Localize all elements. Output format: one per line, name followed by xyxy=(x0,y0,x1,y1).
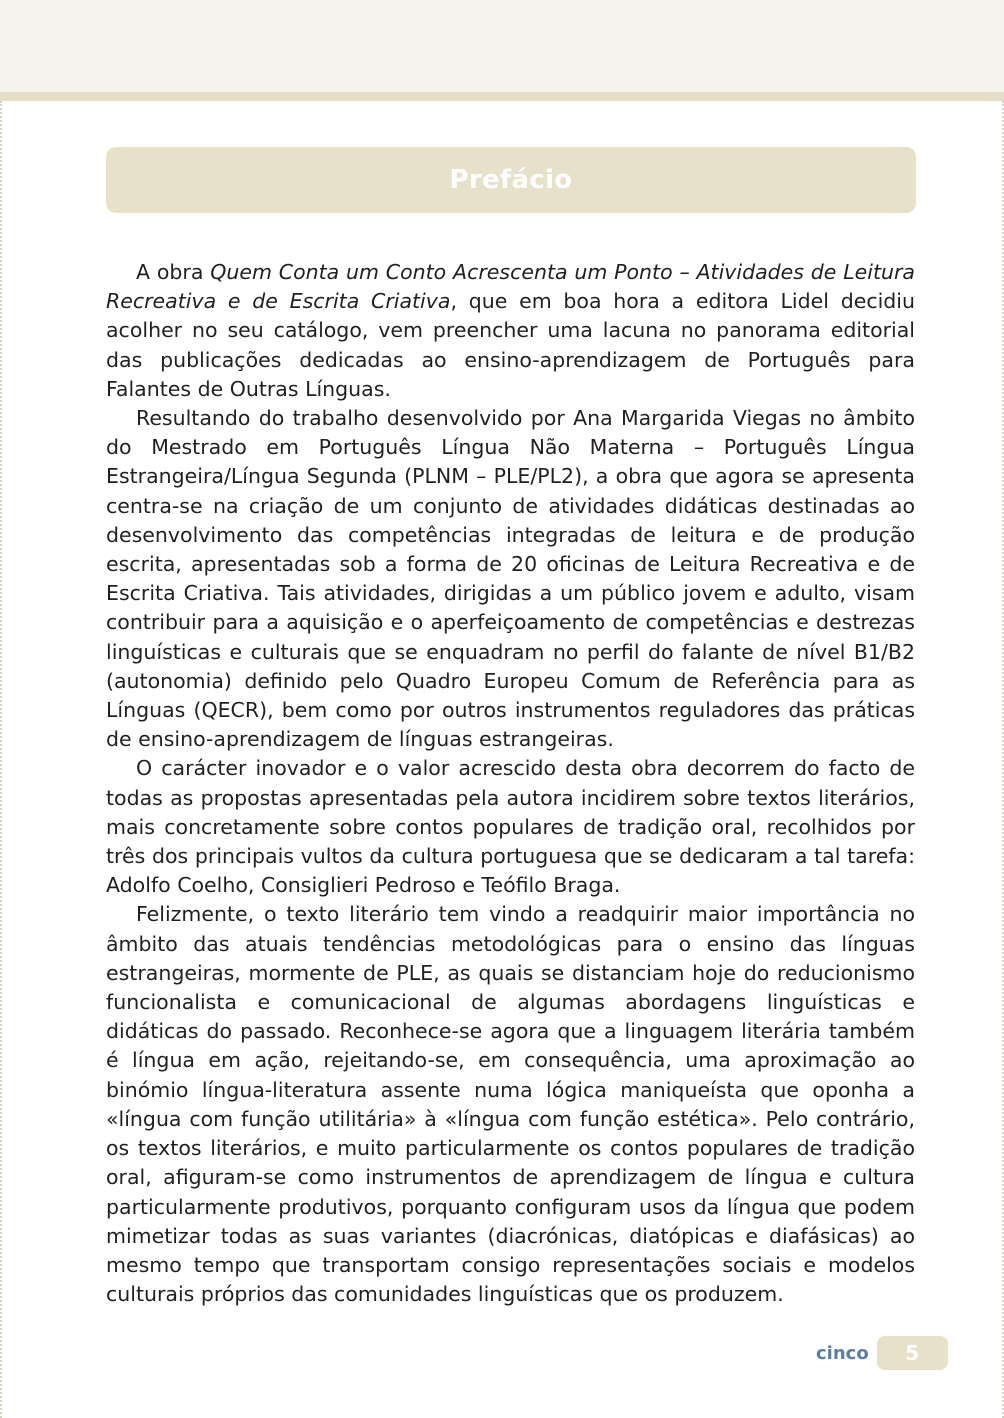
paragraph xyxy=(106,258,915,404)
paragraph xyxy=(106,900,915,1309)
paragraph-text: O carácter inovador e o valor acrescido desta obra decorrem do facto de todas as propostas apresentadas pela autora incidirem sobre textos literários, mais concretamente sobre contos populares de tradição oral, recolhidos por três dos principais vultos da cultura portuguesa que se dedicaram a tal tarefa: Adolfo Coelho, Consiglieri Pedroso e Teófilo Braga. xyxy=(106,756,915,898)
page-number: 5 xyxy=(905,1341,920,1365)
paragraph xyxy=(106,404,915,754)
header-rule xyxy=(0,92,1004,101)
paragraph-text: , que em boa hora a editora Lidel decidiu acolher no seu catálogo, vem preencher uma lacuna no panorama editorial das publicações dedicadas ao ensino-aprendizagem de Português para Falantes de Outras Línguas. xyxy=(106,289,915,401)
paragraph xyxy=(106,754,915,900)
left-page-edge xyxy=(0,101,2,1418)
page-title: Prefácio xyxy=(449,165,573,195)
book-title-italic: Quem Conta um Conto Acrescenta um Ponto – Atividades de Leitura Recreativa e de Escrita Criativa xyxy=(106,260,915,314)
page-number-badge xyxy=(877,1336,948,1370)
title-banner xyxy=(106,147,916,213)
preface-body xyxy=(106,258,915,1309)
paragraph-text: A obra xyxy=(136,260,211,284)
paragraph-text: Resultando do trabalho desenvolvido por Ana Margarida Viegas no âmbito do Mestrado em Português Língua Não Materna – Português Língua Estrangeira/Língua Segunda (PLNM – PLE/PL2), a obra que agora se apresenta centra-se na criação de um conjunto de atividades didáticas destinadas ao desenvolvimento das competências integradas de leitura e de produção escrita, apresentadas sob a forma de 20 oficinas de Leitura Recreativa e de Escrita Criativa. Tais atividades, dirigidas a um público jovem e adulto, visam contribuir para a aquisição e o aperfeiçoamento de competências e destrezas linguísticas e culturais que se enquadram no perfil do falante de nível B1/B2 (autonomia) definido pelo Quadro Europeu Comum de Referência para as Línguas (QECR), bem como por outros instrumentos reguladores das práticas de ensino-aprendizagem de línguas estrangeiras. xyxy=(106,406,915,752)
top-header-band xyxy=(0,0,1004,92)
paragraph-text: Felizmente, o texto literário tem vindo a readquirir maior importância no âmbito das atuais tendências metodológicas para o ensino das línguas estrangeiras, mormente de PLE, as quais se distanciam hoje do reducionismo funcionalista e comunicacional de algumas abordagens linguísticas e didáticas do passado. Reconhece-se agora que a linguagem literária também é língua em ação, rejeitando-se, em consequência, uma aproximação ao binómio língua-literatura assente numa lógica maniqueísta que oponha a «língua com função utilitária» à «língua com função estética». Pelo contrário, os textos literários, e muito particularmente os contos populares de tradição oral, afiguram-se como instrumentos de aprendizagem de língua e cultura particularmente produtivos, porquanto configuram usos da língua que podem mimetizar todas as suas variantes (diacrónicas, diatópicas e diafásicas) ao mesmo tempo que transportam consigo representações sociais e modelos culturais próprios das comunidades linguísticas que os produzem. xyxy=(106,902,915,1307)
page-footer xyxy=(816,1336,948,1370)
page-number-word: cinco xyxy=(816,1342,869,1364)
